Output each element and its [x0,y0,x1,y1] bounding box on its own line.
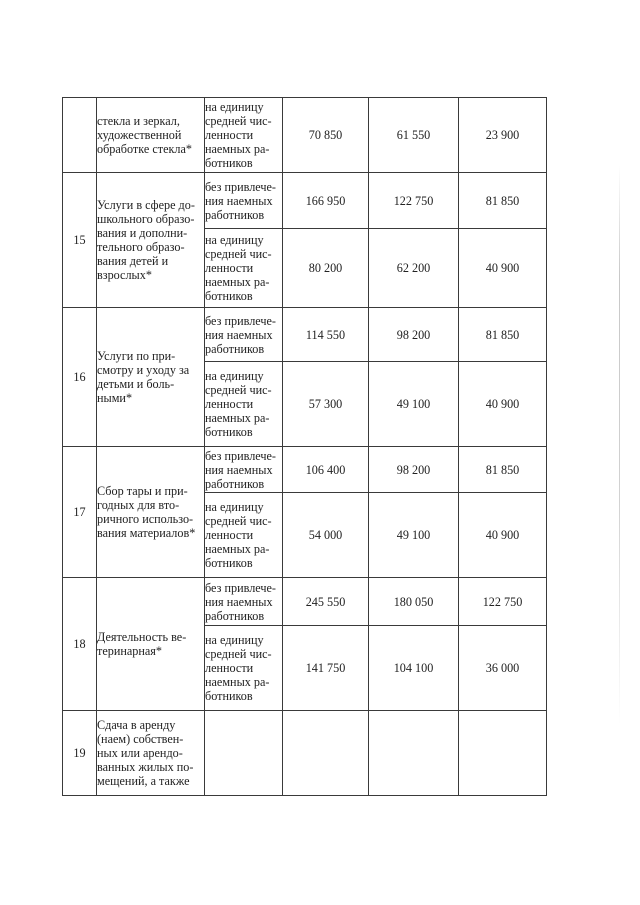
value-cell: 80 200 [283,229,369,308]
service-name-cell: Сбор тары и при- годных для вто- ричного использо- вания материалов* [97,447,205,578]
value-cell: 98 200 [369,447,459,493]
value-cell: 180 050 [369,578,459,626]
table-row [63,98,547,173]
value-cell: 62 200 [369,229,459,308]
service-name-cell: Сдача в аренду (наем) собствен- ных или арендо- ванных жилых по- мещений, а также [97,711,205,796]
table-row [63,578,547,626]
table-row [63,173,547,229]
service-name-cell: стекла и зеркал, художественной обработке стекла* [97,98,205,173]
value-cell: 61 550 [369,98,459,173]
value-cell: 81 850 [459,447,547,493]
value-cell: 57 300 [283,362,369,447]
value-cell: 114 550 [283,308,369,362]
value-cell: 40 900 [459,493,547,578]
row-number-cell: 15 [63,173,97,308]
category-cell: на единицу средней чис- ленности наемных ра- ботников [205,362,283,447]
value-cell: 106 400 [283,447,369,493]
value-cell: 98 200 [369,308,459,362]
value-cell: 81 850 [459,308,547,362]
category-cell: без привлече- ния наемных работников [205,173,283,229]
category-cell [205,711,283,796]
service-name-cell: Услуги в сфере до- школьного образо- вания и дополни- тельного образо- вания детей и взрослых* [97,173,205,308]
row-number-cell: 17 [63,447,97,578]
value-cell: 49 100 [369,493,459,578]
value-cell: 141 750 [283,626,369,711]
table-row [63,711,547,796]
value-cell: 70 850 [283,98,369,173]
category-cell: без привлече- ния наемных работников [205,578,283,626]
value-cell: 54 000 [283,493,369,578]
scan-page-edge [619,165,620,725]
category-cell: на единицу средней чис- ленности наемных ра- ботников [205,493,283,578]
value-cell: 122 750 [459,578,547,626]
value-cell: 36 000 [459,626,547,711]
table-row [63,308,547,362]
category-cell: на единицу средней чис- ленности наемных ра- ботников [205,229,283,308]
row-number-cell: 18 [63,578,97,711]
service-name-cell: Деятельность ве- теринарная* [97,578,205,711]
value-cell: 49 100 [369,362,459,447]
value-cell: 81 850 [459,173,547,229]
value-cell: 40 900 [459,362,547,447]
value-cell: 122 750 [369,173,459,229]
value-cell: 245 550 [283,578,369,626]
category-cell: на единицу средней чис- ленности наемных ра- ботников [205,98,283,173]
service-name-cell: Услуги по при- смотру и уходу за детьми и боль- ными* [97,308,205,447]
value-cell [283,711,369,796]
tax-rate-table [62,97,547,796]
category-cell: без привлече- ния наемных работников [205,447,283,493]
table-row [63,447,547,493]
row-number-cell: 19 [63,711,97,796]
row-number-cell [63,98,97,173]
category-cell: без привлече- ния наемных работников [205,308,283,362]
value-cell [459,711,547,796]
value-cell: 166 950 [283,173,369,229]
value-cell: 40 900 [459,229,547,308]
value-cell: 104 100 [369,626,459,711]
row-number-cell: 16 [63,308,97,447]
category-cell: на единицу средней чис- ленности наемных ра- ботников [205,626,283,711]
value-cell: 23 900 [459,98,547,173]
value-cell [369,711,459,796]
